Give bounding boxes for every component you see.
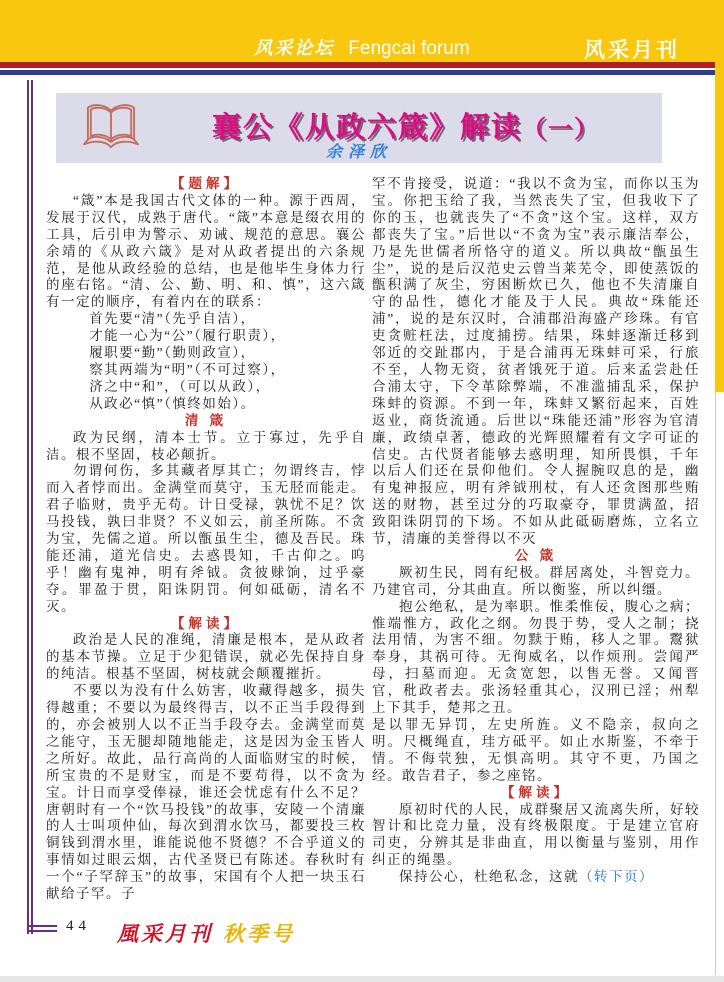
article-title: 襄公《从政六箴》解读（一） xyxy=(211,112,600,144)
section-heading-jiedu-2: 【解读】 xyxy=(501,784,571,800)
left-deco-line-inner xyxy=(31,80,33,934)
paragraph-gongzhen-2: 抱公绝私，是为率职。惟柔惟佞，腹心之病；惟端惟方，政化之纲。勿畏于势，受人之制；挠法用情，为害不细。勿黩于贿，移人之罪。鬻狱奉身，其祸可待。无徇威名，以作烦刑。尝闻严母，扫墓而迎。无贪宽恕，以售无誉。又闻晋官，秕政者去。张汤轻重其心，汉刑已淫；州犁上下其手，楚邦之丑。 xyxy=(372,598,700,716)
page-number: 44 xyxy=(66,918,91,934)
paragraph-continuation: 罕不肯接受，说道：“我以不贪为宝，而你以玉为宝。你把玉给了我，当然丧失了宝，但我收下了你的玉，也就丧失了“不贪”这个宝。这样，双方都丧失了宝。”后世以“不贪为宝”表示廉洁奉公，乃是先世儒者所恪守的道义。所以典故“甑虽生尘”，说的是后汉范史云曾当莱芜令，即使蒸饭的甑积满了灰尘，穷困断炊已久，他也不失清廉自守的品性，德化才能及于人民。典故“珠能还浦”，说的是东汉时，合浦郡沿海盛产珍珠。有官吏贪赃枉法，过度捕捞。结果，珠蚌逐渐迁移到邻近的交趾郡内，于是合浦再无珠蚌可采，行旅不至，人物无资，贫者饿死于道。后来孟尝赴任合浦太守，下令革除弊端，不准滥捕乱采，保护珠蚌的资源。不到一年，珠蚌又繁衍起来，百姓返业，商货流通。后世以“珠能还浦”形容为官清廉，政绩卓著，德政的光辉照耀着有文字可证的信史。古代贤者能够去惑明理，知所畏惧，千年以后人们还在景仰他们。令人握腕叹息的是，幽有鬼神报应，明有斧钺刑杖，有人还贪图那些贿送的财物，甚至过分的巧取豪夺，罪贯满盈，招致阳诛阴罚的下场。不如从此砥砺磨炼，立名立节，清廉的美誉得以不灭 xyxy=(372,176,700,547)
footer-issue-name: 秋季号 xyxy=(223,922,295,946)
section-heading-qingzhen: 清 箴 xyxy=(184,412,228,428)
paragraph-gongzhen-3: 是以罪无异罚，左史所旌。义不隐亲，叔向之明。尺概绳直，珪方砥平。如止水斯鉴，不牵于情。不侮茕独，无惧高明。其守不更，乃国之经。敢告君子，参之座铭。 xyxy=(372,717,700,783)
verse-line: 首先要“清”（先乎自洁）， xyxy=(89,311,256,327)
paragraph-gongzhen-1: 厥初生民，罔有纪极。群居离处，斗智竞力。乃建官司，分其曲直。所以衡鉴，所以纠缰。 xyxy=(372,564,700,597)
verse-line: 济之中“和”，（可以从政）， xyxy=(89,378,271,394)
right-page-edge xyxy=(715,392,716,975)
forum-title-en: Fengcai forum xyxy=(348,38,470,59)
forum-title-cn: 风采论坛 xyxy=(254,38,335,58)
section-heading-jiedu-1: 【解读】 xyxy=(171,615,241,631)
verse-line: 从政必“慎”（慎终如始）。 xyxy=(89,395,256,411)
article-author: 余泽欣 xyxy=(325,144,392,161)
masthead: 风采月刊 xyxy=(584,39,680,62)
left-deco-line-outer xyxy=(27,80,29,934)
left-column xyxy=(46,176,366,903)
paragraph-gong-jiedu-1: 原初时代的人民，成群聚居又流离失所，好较智计和比竞力量，没有终极限度。于是建立官府司吏，分辨其是非曲直，用以衡量与鉴别，用作纠正的绳墨。 xyxy=(372,801,700,868)
section-heading-tijie: 【题解】 xyxy=(171,176,241,191)
paragraph-gong-jiedu-2: 保持公心，杜绝私念，这就（转下页） xyxy=(399,869,654,885)
paragraph-jiedu-2: 不要以为没有什么妨害，收藏得越多，损失得越重；不要以为最终得吉，以不正当手段得到的，亦会被别人以不正当手段夺去。金满堂而莫之能守，玉无腿却随地能走，这是因为金玉皆人之所好。故此，品行高尚的人面临财宝的时候，所宝贵的不是财宝，而是不要苟得，以不贪为宝。计日而享受俸禄，谁还会忧虑有什么不足？唐朝时有一个“饮马投钱”的故事，安陵一个清廉的人士叫项仲仙，每次到渭水饮马，都要投三枚铜钱到渭水里，谁能说他不贤德？不合乎道义的事情如过眼云烟，古代圣贤已有陈述。春秋时有一个“子罕辞玉”的故事，宋国有个人把一块玉石献给子罕。子 xyxy=(46,683,366,902)
header-band xyxy=(0,0,724,62)
verse-line: 才能一心为“公”（履行职责）， xyxy=(89,328,286,344)
paragraph-qingzhen-2: 勿谓何伤，多其藏者厚其亡；勿谓终吉，悖而入者悖而出。金满堂而莫守，玉无胫而能走。君子临财，贵乎无苟。计日受禄，孰忧不足？饮马投钱，孰曰非贤？不义如云，前圣所陈。不贪为宝，先儒之道。所以甑虽生尘，德及吾民。珠能还浦，道光信史。去惑畏知，千古仰之。呜乎！幽有鬼神，明有斧钺。贪彼赇饷，过乎豪夺。罪盈于贯，阳诛阴罚。何如砥砺，清名不灭。 xyxy=(46,463,366,614)
left-deco-corner-bottom xyxy=(27,930,57,932)
article-title-suffix: （一） xyxy=(522,116,600,143)
section-heading-gongzhen: 公 箴 xyxy=(514,547,558,563)
turn-page-note: （转下页） xyxy=(579,869,654,885)
header-rule-red xyxy=(0,62,724,68)
page-footer xyxy=(66,918,295,944)
left-deco-corner-top xyxy=(27,925,57,927)
verse-line: 察其两端为“明”（不可过察）， xyxy=(89,361,286,377)
right-edge-yellow-strip xyxy=(715,62,724,392)
paragraph-jiedu-1: 政治是人民的准绳，清廉是根本，是从政者的基本节操。立足于少犯错误，就必先保持自身的纯洁。根基不坚固，树枝就会颠覆摧折。 xyxy=(46,632,366,682)
paragraph-qingzhen-1: 政为民纲，清本士节。立于寡过，先乎自洁。根不坚固，枝必颠折。 xyxy=(46,429,366,462)
header-rule-blue xyxy=(0,70,724,75)
right-column xyxy=(372,176,700,886)
bottom-page-edge xyxy=(0,976,724,982)
footer-magazine-name: 風采月刊 xyxy=(117,922,213,946)
paragraph-tijie: “箴”本是我国古代文体的一种。源于西周，发展于汉代，成熟于唐代。“箴”本意是缀衣用的工具，后引申为警示、劝诫、规范的意思。襄公余靖的《从政六箴》是对从政者提出的六条规范，是他从政经验的总结，也是他毕生身体力行的座右铭。“清、公、勤、明、和、慎”，这六箴有一定的顺序，有着内在的联系： xyxy=(46,192,366,310)
article-title-box xyxy=(56,93,662,163)
verse-line: 履职要“勤”（勤则政宣）， xyxy=(89,345,256,361)
